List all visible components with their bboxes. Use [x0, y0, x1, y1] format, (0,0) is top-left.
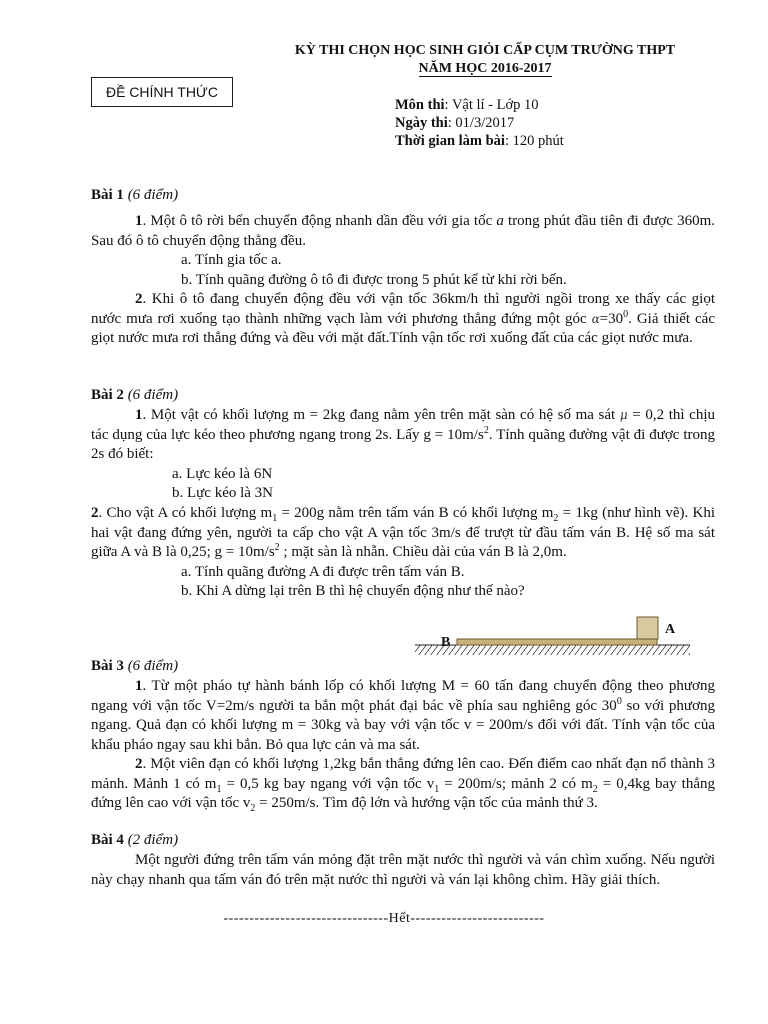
square-sup: 2 — [274, 542, 280, 553]
subject-value: : Vật lí - Lớp 10 — [444, 97, 539, 113]
text: = 200m/s; mảnh 2 có m — [439, 775, 593, 792]
variable: a — [496, 213, 504, 229]
text: . Một vật có khối lượng m = 2kg đang nằm yên trên mặt sàn có hệ số ma sát — [142, 407, 620, 423]
square-sup: 2 — [483, 424, 489, 436]
part-number: 2 — [135, 756, 143, 772]
problem-3-heading — [91, 657, 178, 676]
text: = 0,2 thì chịu tác dụng của lực kéo theo phương ngang trong 2s. Lấy g = 10m/s — [91, 407, 715, 443]
problem-1-part-2 — [91, 290, 715, 349]
plank-block-figure — [415, 612, 695, 660]
problem-3-part-1 — [91, 677, 715, 755]
text: . Tính quãng đường vật đi được trong 2s đó biết: — [91, 426, 715, 462]
text: trong phút đầu tiên đi được 360m. Sau đó ô tô chuyển động thẳng đều. — [91, 213, 715, 249]
index-sub: 1 — [434, 783, 440, 795]
plank-b — [457, 639, 657, 645]
part-number: 1 — [135, 213, 143, 229]
text: = 0,5 kg bay ngang với vận tốc v — [221, 775, 435, 792]
duration-line — [395, 132, 564, 150]
school-year-text: NĂM HỌC 2016-2017 — [418, 61, 552, 76]
problem-2-part-1 — [91, 406, 715, 465]
problem-4-points: (2 điểm) — [127, 832, 179, 848]
problem-1-item-a: a. Tính gia tốc a. — [181, 252, 282, 268]
part-number: 1 — [135, 407, 143, 423]
index-sub: 1 — [216, 783, 222, 795]
problem-2-points: (6 điểm) — [127, 387, 179, 403]
problem-2-item2-a: a. Tính quãng đường A đi được trên tấm ván B. — [181, 564, 465, 580]
problem-2-part-2 — [91, 504, 715, 563]
official-exam-stamp: ĐỀ CHÍNH THỨC — [91, 77, 233, 107]
mu-symbol: μ — [619, 408, 628, 422]
text: . Giả thiết các giọt nước mưa rơi thẳng đứng và đều với mặt đất.Tính vận tốc rơi xuống đất của các giọt nước mưa. — [91, 310, 715, 346]
end-of-exam-line: --------------------------------Hết-------------------------- — [223, 911, 545, 926]
index-sub: 2 — [592, 783, 598, 795]
part-number: 1 — [135, 678, 143, 694]
duration-value: : 120 phút — [504, 133, 564, 149]
problem-3-title: Bài 3 — [91, 658, 124, 674]
problem-3-part-2 — [91, 755, 715, 814]
problem-4-title: Bài 4 — [91, 832, 124, 848]
text: . Một ô tô rời bến chuyển động nhanh dần đều với gia tốc — [142, 213, 497, 229]
index-sub: 2 — [250, 803, 256, 814]
text: = 250m/s. Tìm độ lớn và hướng vận tốc của mảnh thứ 3. — [255, 795, 598, 811]
block-a — [637, 617, 658, 639]
subject-line — [395, 96, 539, 114]
angle-value: =30 — [599, 310, 624, 327]
floor-hatching — [415, 645, 690, 655]
text: . Cho vật A có khối lượng m — [98, 505, 273, 521]
problem-2-title: Bài 2 — [91, 387, 124, 403]
part-number: 2 — [91, 505, 99, 521]
text: . Khi ô tô đang chuyển động đều với vận tốc 36km/h thì người ngồi trong xe thấy các giọt nước mưa rơi xuống tạo thành những vạch làm với phương thẳng đứng một góc — [91, 291, 715, 327]
problem-1-heading — [91, 186, 178, 205]
problem-1-part-1 — [91, 212, 715, 251]
text: = 0,4kg bay thẳng đứng lên cao với vận tốc v — [91, 775, 715, 811]
problem-1-title: Bài 1 — [91, 187, 124, 203]
problem-2-heading — [91, 386, 178, 405]
index-sub: 1 — [272, 513, 278, 524]
subject-label: Môn thi — [395, 97, 445, 113]
problem-1-points: (6 điểm) — [127, 187, 179, 203]
label-b: B — [441, 635, 451, 650]
degree-sup: 0 — [616, 695, 622, 707]
date-value: : 01/3/2017 — [447, 115, 515, 131]
duration-label: Thời gian làm bài — [395, 133, 505, 149]
text: = 200g nằm trên tấm ván B có khối lượng m — [277, 505, 554, 521]
label-a: A — [665, 622, 676, 637]
part-number: 2 — [135, 291, 143, 307]
date-label: Ngày thi — [395, 115, 448, 131]
text: . Từ một pháo tự hành bánh lốp có khối lượng M = 60 tấn đang chuyển động theo phương ngang với vận tốc V=2m/s người ta bắn một phát đại bác về phía sau nghiêng góc 30 — [91, 678, 715, 714]
degree-sup: 0 — [623, 308, 629, 320]
problem-1-item-b: b. Tính quãng đường ô tô đi được trong 5 phút kể từ khi rời bến. — [181, 272, 567, 288]
date-line — [395, 114, 514, 132]
text: = 1kg (như hình vẽ). Khi hai vật đang đứng yên, người ta cấp cho vật A vận tốc 3m/s để trượt từ đầu tấm ván B. Hệ số ma sát giữa A và B là 0,25; g = 10m/s — [91, 505, 716, 560]
index-sub: 2 — [553, 513, 559, 524]
problem-4-text: Một người đứng trên tấm ván mỏng đặt trên mặt nước thì người và ván chìm xuống. Nếu người này chạy nhanh qua tấm ván đó trên mặt nước thì người và ván lại không chìm. Hãy giải thích. — [91, 852, 715, 888]
problem-3-points: (6 điểm) — [127, 658, 179, 674]
problem-2-item2-b: b. Khi A dừng lại trên B thì hệ chuyển động như thế nào? — [181, 583, 525, 599]
text: ; mặt sàn là nhẵn. Chiều dài của ván B là 2,0m. — [279, 544, 567, 560]
exam-title: KỲ THI CHỌN HỌC SINH GIỎI CẤP CỤM TRƯỜNG THPT — [294, 43, 676, 58]
problem-4-heading — [91, 831, 178, 850]
school-year — [230, 60, 740, 78]
text: so với phương ngang. Quả đạn có khối lượng m = 30kg và bay với vận tốc v = 200m/s đối với đất. Tính vận tốc của khẩu pháo ngay sau khi bắn. Bỏ qua lực cản và ma sát. — [91, 697, 715, 753]
problem-2-item-b: b. Lực kéo là 3N — [172, 485, 274, 501]
problem-2-item-a: a. Lực kéo là 6N — [172, 466, 273, 482]
alpha-symbol: α — [591, 311, 600, 326]
text: . Một viên đạn có khối lượng 1,2kg bắn thẳng đứng lên cao. Đến điểm cao nhất đạn nổ thành 3 mảnh. Mảnh 1 có m — [91, 756, 715, 792]
